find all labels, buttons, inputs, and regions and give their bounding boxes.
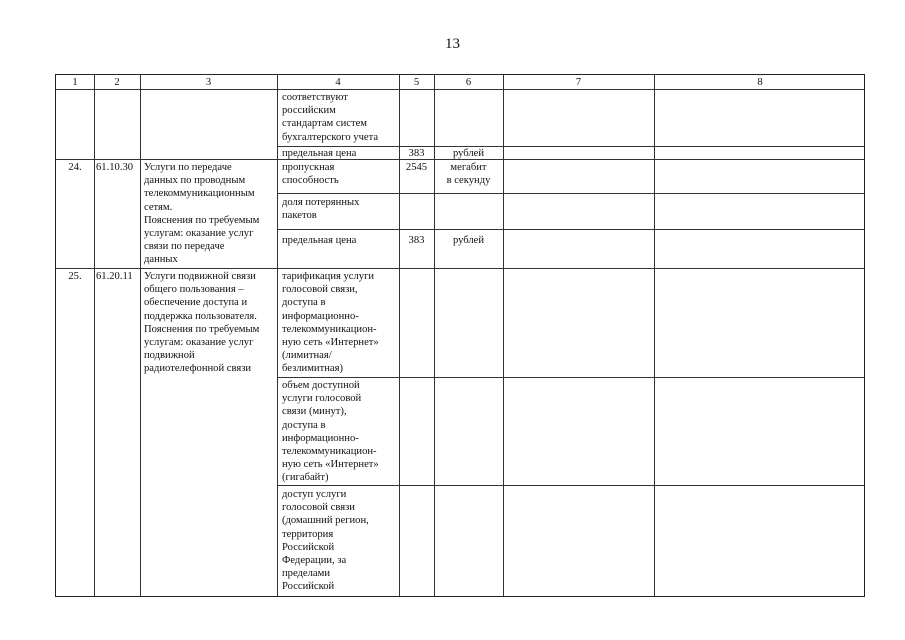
row-25-number: 25. <box>68 271 82 282</box>
header-col-3: 3 <box>205 77 212 88</box>
requirements-table <box>55 74 865 597</box>
row-25-char-1-label: тарификация услуги голосовой связи, доступа в информационно- телекоммуникацион- ную сеть «Интернет» (лимитная/ безлимитная) <box>282 271 379 375</box>
header-col-8: 8 <box>757 77 763 88</box>
row-border <box>56 268 864 269</box>
header-col-7: 7 <box>575 77 582 88</box>
row-24-char-1-unit: мегабит в секунду <box>446 162 491 187</box>
header-col-4: 4 <box>335 77 341 88</box>
page-number: 13 <box>445 36 460 52</box>
row-border <box>277 377 864 378</box>
header-col-5: 5 <box>413 77 420 88</box>
col-border <box>94 75 95 596</box>
continued-price-label: предельная цена <box>282 148 357 159</box>
row-border <box>277 193 864 194</box>
row-border <box>277 229 864 230</box>
continued-price-unit: рублей <box>452 148 485 159</box>
row-25-code: 61.20.11 <box>96 271 133 282</box>
continued-characteristic: соответствуют российским стандартам систем бухгалтерского учета <box>282 92 379 143</box>
row-24-code: 61.10.30 <box>96 162 134 173</box>
col-border <box>503 75 504 596</box>
row-24-service-name: Услуги по передаче данных по проводным телекоммуникационным сетям. Пояснения по требуемым услугам: оказание услуг связи по передаче данных <box>144 162 260 266</box>
row-24-char-1-value: 2545 <box>405 162 428 173</box>
row-border <box>277 485 864 486</box>
row-24-char-1-label: пропускная способность <box>282 162 339 187</box>
row-25-char-2-label: объем доступной услуги голосовой связи (минут), доступа в информационно- телекоммуникацион- ную сеть «Интернет» (гигабайт) <box>282 380 379 484</box>
header-col-2: 2 <box>114 77 120 88</box>
row-25-char-3-label: доступ услуги голосовой связи (домашний регион, территория Российской Федерации, за пределами Российской <box>282 489 369 593</box>
row-24-char-3-unit: рублей <box>452 235 485 246</box>
continued-price-value: 383 <box>408 148 425 159</box>
header-col-6: 6 <box>465 77 472 88</box>
col-border <box>277 75 278 596</box>
row-24-char-3-label: предельная цена <box>282 235 357 246</box>
header-col-1: 1 <box>72 77 78 88</box>
col-border <box>654 75 655 596</box>
row-25-service-name: Услуги подвижной связи общего пользования – обеспечение доступа и поддержка пользователя. Пояснения по требуемым услугам: оказание услуг подвижной радиотелефонной связи <box>144 271 260 375</box>
row-24-char-2-label: доля потерянных пакетов <box>282 197 360 222</box>
col-border <box>140 75 141 596</box>
row-24-number: 24. <box>68 162 82 173</box>
row-24-char-3-value: 383 <box>408 235 425 246</box>
